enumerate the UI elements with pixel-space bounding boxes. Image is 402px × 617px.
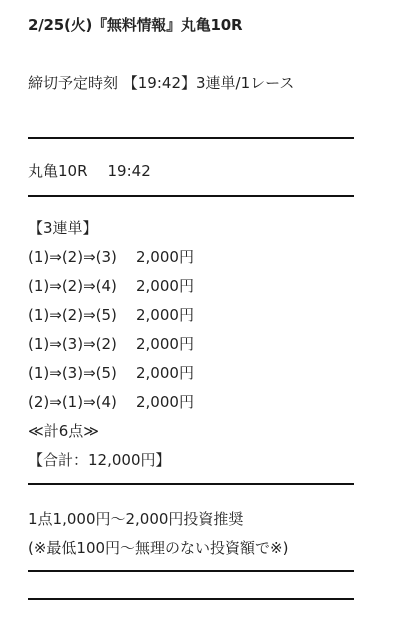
investment-disclaimer: (※最低100円〜無理のない投資額で※) xyxy=(28,539,289,557)
investment-recommendation: 1点1,000円〜2,000円投資推奨 xyxy=(28,510,244,528)
bet-row xyxy=(28,330,194,359)
bet-type-heading: 【3連単】 xyxy=(28,219,98,237)
bet-list xyxy=(28,214,194,475)
bet-amount: 2,000円 xyxy=(136,364,194,382)
divider xyxy=(28,598,354,600)
bet-row xyxy=(28,272,194,301)
total-amount: 【合計：12,000円】 xyxy=(28,451,171,469)
bet-row xyxy=(28,359,194,388)
page-title: 2/25(火)『無料情報』丸亀10R xyxy=(28,16,243,34)
investment-note xyxy=(28,505,288,563)
bet-row xyxy=(28,243,194,272)
race-info xyxy=(28,160,151,181)
bet-row xyxy=(28,301,194,330)
bet-amount: 2,000円 xyxy=(136,248,194,266)
bet-row xyxy=(28,388,194,417)
bet-combination: (2)⇒(1)⇒(4) xyxy=(28,393,117,411)
bet-combination: (1)⇒(2)⇒(3) xyxy=(28,248,117,266)
divider xyxy=(28,570,354,572)
bet-combination: (1)⇒(2)⇒(4) xyxy=(28,277,117,295)
bet-combination: (1)⇒(3)⇒(5) xyxy=(28,364,117,382)
point-count: ≪計6点≫ xyxy=(28,422,99,440)
divider xyxy=(28,195,354,197)
race-time: 19:42 xyxy=(107,162,151,180)
bet-combination: (1)⇒(2)⇒(5) xyxy=(28,306,117,324)
divider xyxy=(28,483,354,485)
bet-amount: 2,000円 xyxy=(136,306,194,324)
bet-amount: 2,000円 xyxy=(136,277,194,295)
race-name: 丸亀10R xyxy=(28,162,88,180)
bet-combination: (1)⇒(3)⇒(2) xyxy=(28,335,117,353)
deadline-info: 締切予定時刻 【19:42】3連単/1レース xyxy=(28,74,295,92)
bet-amount: 2,000円 xyxy=(136,393,194,411)
bet-amount: 2,000円 xyxy=(136,335,194,353)
divider xyxy=(28,137,354,139)
